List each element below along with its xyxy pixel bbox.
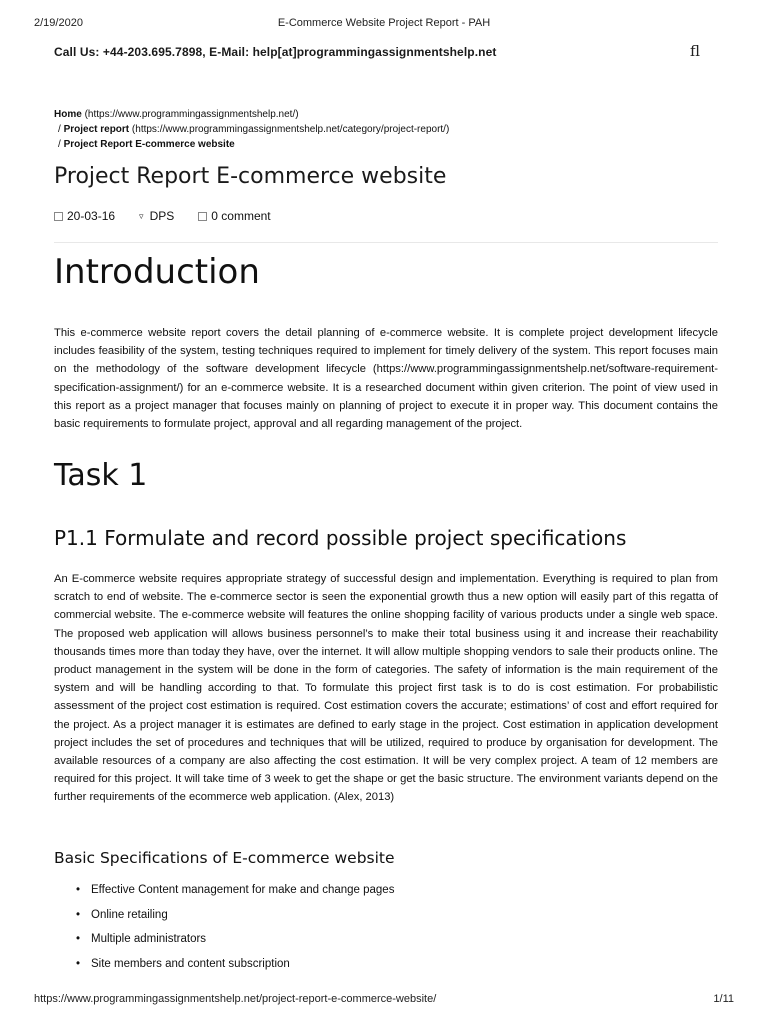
post-comments-value: 0 comment bbox=[211, 209, 271, 223]
post-author[interactable] bbox=[139, 209, 174, 223]
tag-icon: ▿ bbox=[139, 210, 144, 221]
intro-paragraph: This e-commerce website report covers the detail planning of e-commerce website. It is complete project development lifecycle includes feasibility of the system, testing techniques required to implement for timely delivery of the system. This report focuses main on the methodology of the software development lifecycle (https://www.programmingassignmentshelp.net/software-requirement-specification-assignment/) for an e-commerce website. It is a researched document within given criterion. The point of view used in this report as a project manager that focuses mainly on planning of project to execute it in proper way. This document contains the basic requirements to formulate project, approval and all regarding management of the project. bbox=[54, 327, 718, 431]
breadcrumb bbox=[54, 107, 449, 152]
post-date bbox=[54, 209, 115, 223]
list-item: • Online retailing bbox=[76, 906, 394, 931]
post-meta bbox=[54, 209, 295, 223]
post-author-value: DPS bbox=[149, 209, 175, 223]
post-comments[interactable] bbox=[198, 209, 270, 223]
divider bbox=[54, 242, 718, 243]
breadcrumb-item-current bbox=[54, 137, 449, 152]
spec-list bbox=[76, 881, 394, 979]
breadcrumb-label: Project Report E-commerce website bbox=[63, 139, 235, 150]
breadcrumb-url: (https://www.programmingassignmentshelp.net/) bbox=[84, 109, 299, 120]
p11-paragraph: An E-commerce website requires appropriate strategy of successful design and implementation. Everything is required to plan from scratch to end of website. The e-commerce sector is seen the exponential growth thus a new option will easily part of this regatta of commercial website. The e-commerce website will features the online shopping facility of various products under a single web space. The proposed web application will allows business personnel’s to make their total business using it and increase their reachability thousands times more than today they have, over the internet. It will allow multiple shopping vendors to sale their products online. The product management in the system will be done in the form of categories. The safety of information is the main requirement of the system and will be handling according to that. To formulate this project first task is to do is cost estimation. For probabilistic assessment of the project cost estimation is required. Cost estimation covers the accurate; estimations’ of cost and effort required for the project. As a project manager it is estimates are defined to early stage in the project. Cost estimation in application development project includes the set of procedures and techniques that will be utilized, required to produce by organisation for development. The available resources of a company are also affecting the cost estimation. It will be very complex project. A team of 12 members are required for this project. It will take time of 3 week to get the shape or get the basic structure. The environment variants depend on the further requirements of the ecommerce web application. (Alex, 2013) bbox=[54, 573, 718, 804]
breadcrumb-url: (https://www.programmingassignmentshelp.net/category/project-report/) bbox=[131, 124, 450, 135]
page-number: 1/11 bbox=[713, 993, 734, 1005]
print-footer bbox=[34, 993, 734, 1009]
page-title: Project Report E-commerce website bbox=[54, 164, 447, 189]
p11-heading: P1.1 Formulate and record possible project specifications bbox=[54, 526, 627, 550]
task1-heading: Task 1 bbox=[54, 458, 148, 493]
list-item: • Site members and content subscription bbox=[76, 955, 394, 980]
print-header bbox=[34, 17, 734, 33]
print-url: https://www.programmingassignmentshelp.net/project-report-e-commerce-website/ bbox=[34, 993, 437, 1005]
breadcrumb-item-project-report[interactable] bbox=[54, 122, 449, 137]
list-item: • Multiple administrators bbox=[76, 930, 394, 955]
breadcrumb-item-home[interactable] bbox=[54, 107, 449, 122]
print-date: 2/19/2020 bbox=[34, 17, 83, 29]
contact-line: Call Us: +44-203.695.7898, E-Mail: help[at]programmingassignmentshelp.net bbox=[54, 45, 497, 59]
intro-heading: Introduction bbox=[54, 252, 260, 292]
menu-icon[interactable]: fl bbox=[690, 42, 701, 60]
specs-heading: Basic Specifications of E-commerce website bbox=[54, 849, 395, 867]
breadcrumb-separator: / bbox=[58, 124, 61, 135]
print-title: E-Commerce Website Project Report - PAH bbox=[277, 17, 491, 29]
breadcrumb-label: Project report bbox=[63, 124, 130, 135]
comment-icon bbox=[198, 212, 207, 221]
list-item: • Effective Content management for make and change pages bbox=[76, 881, 394, 906]
breadcrumb-separator: / bbox=[58, 139, 61, 150]
calendar-icon bbox=[54, 212, 63, 221]
breadcrumb-label: Home bbox=[54, 109, 82, 120]
post-date-value: 20-03-16 bbox=[67, 209, 116, 223]
